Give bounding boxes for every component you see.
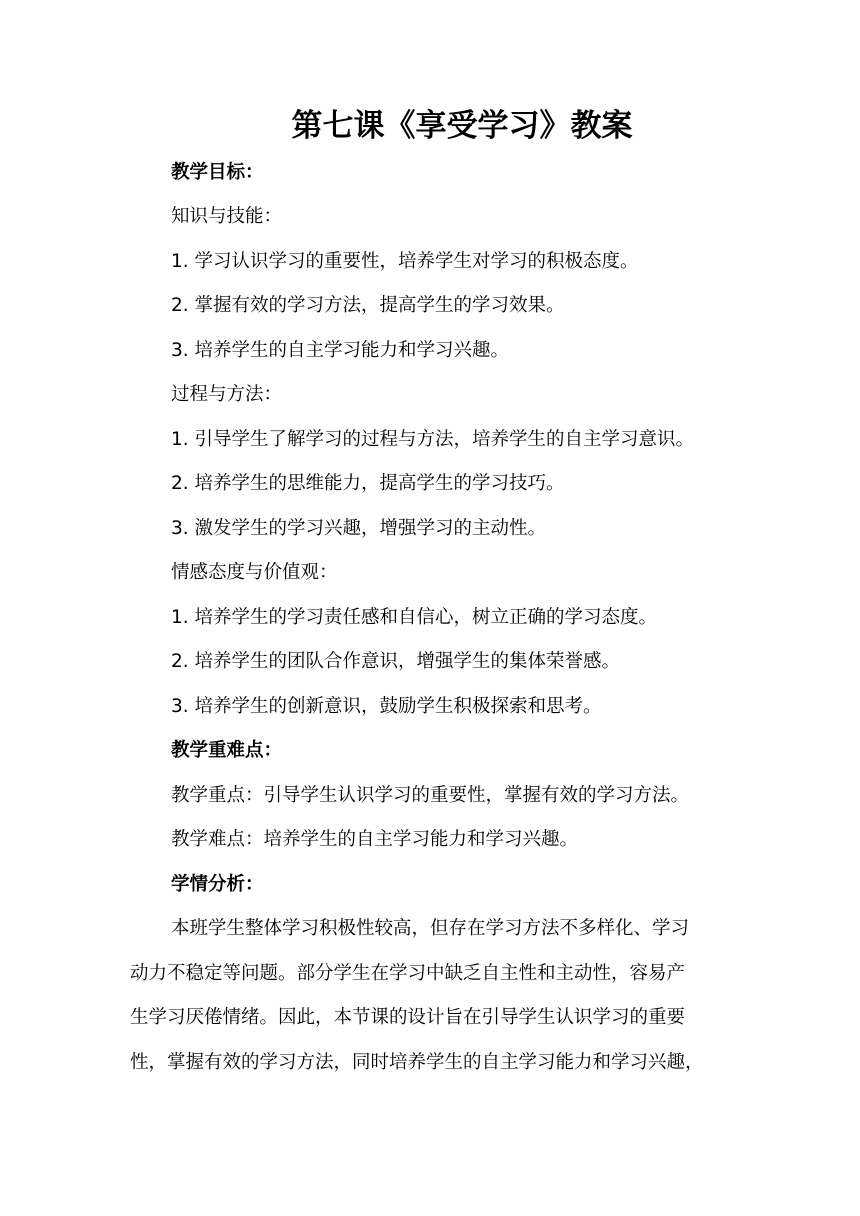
analysis-line: 本班学生整体学习积极性较高，但存在学习方法不多样化、学习 bbox=[171, 918, 690, 939]
list-item: 2. 培养学生的团队合作意识，增强学生的集体荣誉感。 bbox=[171, 651, 621, 672]
list-item: 3. 激发学生的学习兴趣，增强学习的主动性。 bbox=[171, 518, 547, 539]
section-heading-key-points: 教学重难点： bbox=[171, 740, 283, 761]
section-heading-analysis: 学情分析： bbox=[171, 874, 264, 895]
list-item: 3. 培养学生的创新意识，鼓励学生积极探索和思考。 bbox=[171, 696, 602, 717]
analysis-line: 生学习厌倦情绪。因此，本节课的设计旨在引导学生认识学习的重要 bbox=[130, 1007, 686, 1028]
section-heading-objectives: 教学目标： bbox=[171, 162, 264, 183]
key-difficulty-text: 教学难点：培养学生的自主学习能力和学习兴趣。 bbox=[171, 829, 579, 850]
list-item: 1. 培养学生的学习责任感和自信心，树立正确的学习态度。 bbox=[171, 607, 658, 628]
page-title: 第七课《享受学习》教案 bbox=[291, 108, 633, 144]
key-focus-text: 教学重点：引导学生认识学习的重要性，掌握有效的学习方法。 bbox=[171, 785, 690, 806]
analysis-line: 动力不稳定等问题。部分学生在学习中缺乏自主性和主动性，容易产 bbox=[130, 963, 686, 984]
subheading-knowledge: 知识与技能： bbox=[171, 206, 283, 227]
subheading-process: 过程与方法： bbox=[171, 384, 283, 405]
list-item: 3. 培养学生的自主学习能力和学习兴趣。 bbox=[171, 340, 510, 361]
list-item: 2. 培养学生的思维能力，提高学生的学习技巧。 bbox=[171, 473, 565, 494]
subheading-emotion: 情感态度与价值观： bbox=[171, 562, 338, 583]
analysis-line: 性，掌握有效的学习方法，同时培养学生的自主学习能力和学习兴趣， bbox=[130, 1052, 704, 1073]
list-item: 1. 引导学生了解学习的过程与方法，培养学生的自主学习意识。 bbox=[171, 429, 695, 450]
list-item: 1. 学习认识学习的重要性，培养学生对学习的积极态度。 bbox=[171, 251, 639, 272]
list-item: 2. 掌握有效的学习方法，提高学生的学习效果。 bbox=[171, 295, 565, 316]
